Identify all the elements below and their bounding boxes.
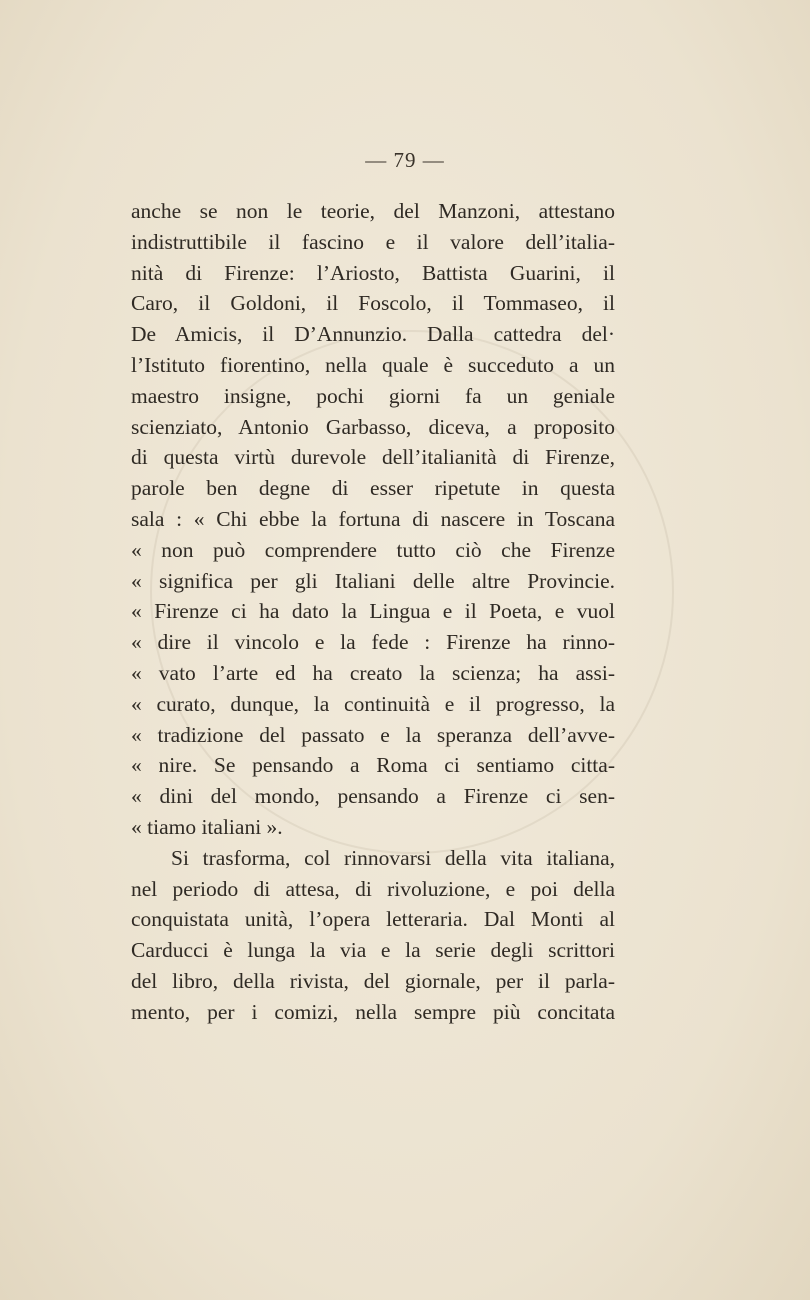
text-line: « non può comprendere tutto ciò che Firenze [131,537,615,562]
text-line: « curato, dunque, la continuità e il progresso, la [131,691,615,716]
text-line: del libro, della rivista, del giornale, per il parla- [131,968,615,993]
text-line: anche se non le teorie, del Manzoni, attestano [131,199,615,223]
text-line: De Amicis, il D’Annunzio. Dalla cattedra del· [131,322,615,347]
text-line: maestro insigne, pochi giorni fa un geniale [131,383,615,408]
text-line: « vato l’arte ed ha creato la scienza; ha assi- [131,660,615,685]
page-number: — 79 — [365,148,445,172]
paragraph [131,843,615,1028]
text-line: l’Istituto fiorentino, nella quale è succeduto a un [131,352,615,377]
text-line: sala : « Chi ebbe la fortuna di nascere in Toscana [131,506,615,531]
text-line: nel periodo di attesa, di rivoluzione, e poi della [131,876,615,901]
paragraph [131,196,615,843]
text-line: « dire il vincolo e la fede : Firenze ha rinno- [131,630,615,655]
text-line: Caro, il Goldoni, il Foscolo, il Tommaseo, il [131,291,615,316]
text-line: « tradizione del passato e la speranza dell’avve- [131,722,615,747]
text-line: conquistata unità, l’opera letteraria. Dal Monti al [131,907,615,932]
text-line: Carducci è lunga la via e la serie degli scrittori [131,938,615,963]
text-line: « tiamo italiani ». [131,814,283,839]
text-line: « dini del mondo, pensando a Firenze ci sen- [131,784,615,809]
text-line: parole ben degne di esser ripetute in questa [131,476,615,501]
text-line: nità di Firenze: l’Ariosto, Battista Guarini, il [131,260,615,285]
text-line: « nire. Se pensando a Roma ci sentiamo citta- [131,753,615,778]
text-line: « Firenze ci ha dato la Lingua e il Poeta, e vuol [131,599,615,624]
text-line: Si trasforma, col rinnovarsi della vita italiana, [171,845,615,870]
text-line: indistruttibile il fascino e il valore dell’italia- [131,229,615,254]
body-text [131,196,615,1028]
text-line: « significa per gli Italiani delle altre Provincie. [131,568,615,593]
text-line: di questa virtù durevole dell’italianità di Firenze, [131,445,615,470]
text-line: scienziato, Antonio Garbasso, diceva, a proposito [131,414,615,439]
text-line: mento, per i comizi, nella sempre più concitata [131,999,615,1024]
